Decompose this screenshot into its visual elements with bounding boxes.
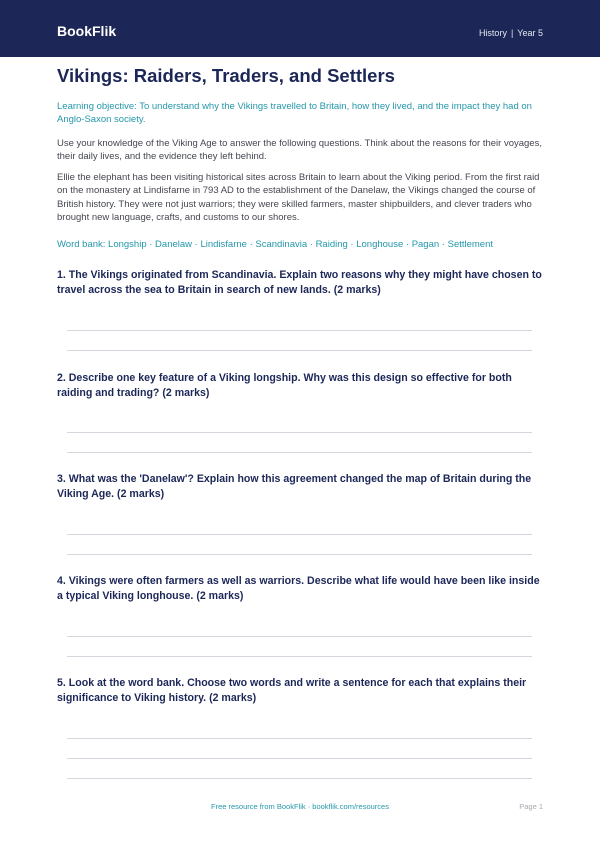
brand-logo[interactable]: BookFlik	[57, 23, 117, 39]
answer-line[interactable]	[67, 534, 532, 535]
question-text: 2. Describe one key feature of a Viking longship. Why was this design so effective for both raiding and trading? (2 marks)	[57, 372, 512, 399]
question-5	[57, 676, 543, 705]
answer-line[interactable]	[67, 350, 532, 351]
question-text: 1. The Vikings originated from Scandinavia. Explain two reasons why they might have chosen to travel across the sea to Britain in search of new lands. (2 marks)	[57, 269, 542, 296]
answer-line[interactable]	[67, 656, 532, 657]
worksheet-title: Vikings: Raiders, Traders, and Settlers	[57, 65, 395, 86]
answer-line[interactable]	[67, 778, 532, 779]
question-text: 5. Look at the word bank. Choose two words and write a sentence for each that explains their significance to Viking history. (2 marks)	[57, 677, 527, 704]
footer-resource-link[interactable]: Free resource from BookFlik · bookflik.com/resources	[211, 802, 389, 811]
subject-label: History	[478, 28, 507, 38]
page-footer	[0, 802, 600, 816]
context-paragraph: Ellie the elephant has been visiting historical sites across Britain to learn about the Viking period. From the first raid on the monastery at Lindisfarne in 793 AD to the establishment of the Danelaw, the Vikings changed the course of British history. They were not just warriors; they were skilled farmers, master shipbuilders, and clever traders who brought new language, crafts, and customs to our shores.	[57, 172, 540, 223]
answer-line[interactable]	[67, 636, 532, 637]
page-number: Page 1	[519, 802, 543, 811]
year-label: Year 5	[517, 28, 543, 38]
question-3	[57, 472, 543, 501]
question-2	[57, 371, 543, 400]
question-4	[57, 574, 543, 603]
subject-breadcrumb	[479, 27, 543, 39]
answer-line[interactable]	[67, 738, 532, 739]
answer-line[interactable]	[67, 554, 532, 555]
breadcrumb-separator: |	[510, 28, 514, 38]
learning-objective: Learning objective: To understand why the Vikings travelled to Britain, how they lived, and the impact they had on Anglo-Saxon society.	[57, 101, 532, 125]
answer-line[interactable]	[67, 758, 532, 759]
answer-line[interactable]	[67, 432, 532, 433]
instructions-paragraph: Use your knowledge of the Viking Age to answer the following questions. Think about the reasons for their voyages, their daily lives, and the evidence they left behind.	[57, 138, 542, 163]
word-bank: Word bank: Longship · Danelaw · Lindisfarne · Scandinavia · Raiding · Longhouse · Pagan · Settlement	[57, 239, 494, 250]
answer-line[interactable]	[67, 452, 532, 453]
question-text: 4. Vikings were often farmers as well as warriors. Describe what life would have been like inside a typical Viking longhouse. (2 marks)	[57, 575, 540, 602]
answer-line[interactable]	[67, 330, 532, 331]
page-header	[0, 0, 600, 57]
question-text: 3. What was the 'Danelaw'? Explain how this agreement changed the map of Britain during the Viking Age. (2 marks)	[57, 473, 532, 500]
question-1	[57, 268, 543, 297]
